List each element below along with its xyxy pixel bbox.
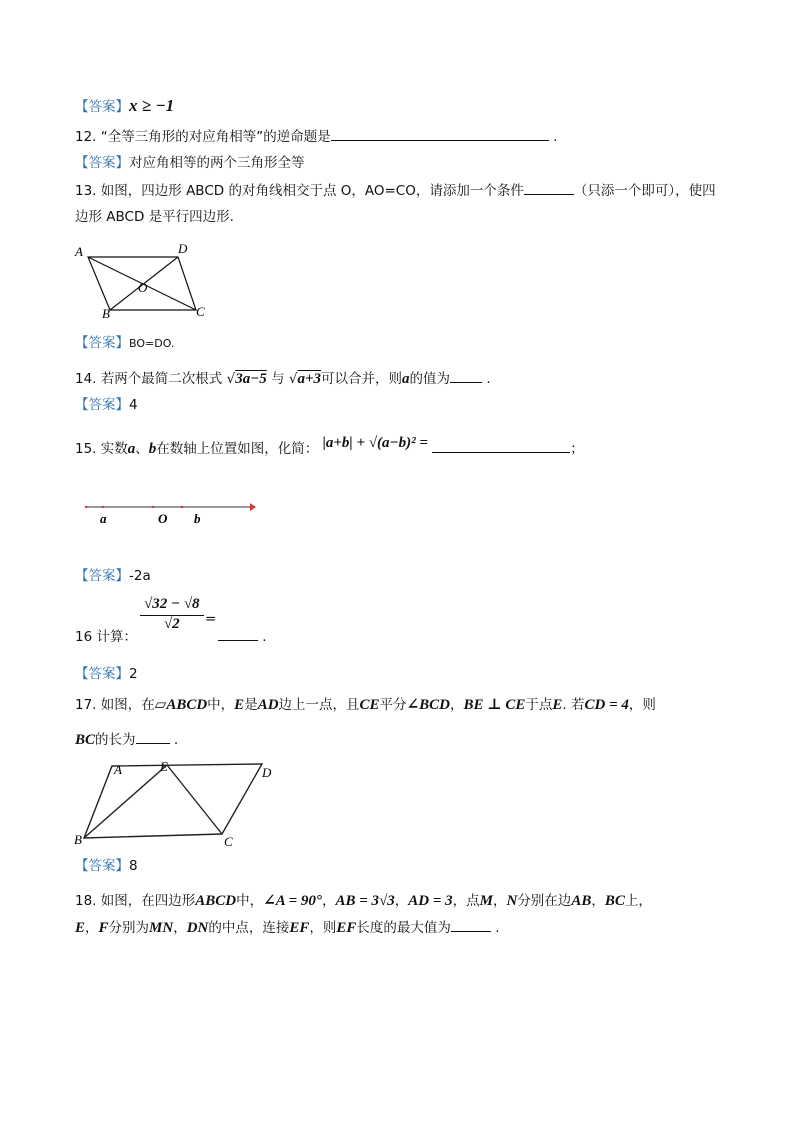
text: a bbox=[127, 441, 136, 457]
q17-answer bbox=[75, 857, 138, 875]
q15-answer bbox=[75, 567, 151, 585]
q16-fraction bbox=[140, 596, 204, 633]
text: D bbox=[262, 765, 272, 780]
text: ∠A = 90° bbox=[263, 893, 322, 909]
text: BC bbox=[604, 893, 625, 909]
text: 计算： bbox=[96, 629, 137, 645]
text: 8 bbox=[129, 858, 138, 874]
text: ， bbox=[591, 893, 605, 909]
answer-blank bbox=[450, 370, 482, 383]
text: AB = 3√3 bbox=[335, 893, 395, 909]
answer-blank bbox=[136, 731, 170, 744]
text: ， bbox=[449, 697, 464, 713]
text: 的中点，连接 bbox=[208, 920, 290, 936]
text: 2 bbox=[129, 666, 138, 682]
text: E bbox=[234, 697, 245, 713]
text: 于点 bbox=[525, 697, 553, 713]
text: |a+b| + √(a−b)² = bbox=[322, 435, 428, 451]
answer-label: 【答案】 bbox=[75, 99, 129, 115]
text: . 若 bbox=[562, 697, 585, 713]
text: -2a bbox=[129, 568, 151, 584]
text: 长度的最大值为 bbox=[356, 920, 451, 936]
question-17 bbox=[75, 696, 656, 714]
text: . bbox=[173, 732, 179, 748]
question-13-cont bbox=[75, 208, 234, 226]
text: 如图，四边形 ABCD 的对角线相交于点 O，AO=CO，请添加一个条件 bbox=[100, 183, 524, 199]
text: 分别为 bbox=[108, 920, 150, 936]
text: C bbox=[196, 304, 205, 319]
text: 【答案】 bbox=[75, 568, 129, 584]
text: 与 bbox=[271, 371, 285, 387]
text: 15. bbox=[75, 441, 97, 457]
text: 中， bbox=[236, 893, 264, 909]
text: 4 bbox=[129, 397, 138, 413]
question-18-cont bbox=[75, 919, 500, 937]
question-14: 14. 若两个最简二次根式 √3a−5 与 √a+3可以合并，则a的值为 . bbox=[75, 371, 491, 387]
text: 若两个最简二次根式 bbox=[100, 371, 223, 387]
text: 【答案】 bbox=[75, 155, 129, 171]
text: N bbox=[506, 893, 518, 909]
q13-answer bbox=[75, 334, 174, 353]
q12-answer bbox=[75, 154, 305, 172]
text: √2 bbox=[163, 616, 180, 632]
text: 边上一点，且 bbox=[278, 697, 360, 713]
text: AB bbox=[571, 893, 592, 909]
text: 在数轴上位置如图，化简： bbox=[156, 441, 319, 457]
question-16 bbox=[75, 628, 137, 646]
text: E bbox=[552, 697, 563, 713]
text: 可以合并，则 bbox=[321, 371, 403, 387]
question-18 bbox=[75, 892, 652, 910]
answer-blank bbox=[524, 182, 574, 195]
text: EF bbox=[336, 920, 357, 936]
text: 上， bbox=[624, 893, 652, 909]
text: 如图，在 bbox=[100, 697, 155, 713]
text: 16 bbox=[75, 629, 93, 645]
text: F bbox=[98, 920, 109, 936]
q14-answer bbox=[75, 396, 138, 414]
text: ， bbox=[321, 893, 336, 909]
q16-answer bbox=[75, 665, 138, 683]
text: 12. bbox=[75, 129, 97, 145]
q16-blank bbox=[218, 628, 267, 646]
text: 【答案】 bbox=[75, 335, 129, 351]
text: √32 − √8 bbox=[140, 596, 204, 616]
text: 是 bbox=[244, 697, 258, 713]
text: B bbox=[102, 306, 110, 321]
text: a bbox=[100, 511, 107, 526]
text: 【答案】 bbox=[75, 397, 129, 413]
text: 3a−5 bbox=[235, 371, 267, 387]
text: ▱ABCD bbox=[154, 697, 208, 713]
text: ，则 bbox=[309, 920, 337, 936]
text: 的值为 bbox=[409, 371, 451, 387]
text: a bbox=[402, 371, 410, 387]
text: BE ⊥ CE bbox=[463, 697, 526, 713]
text: A bbox=[114, 762, 122, 777]
text: ，点 bbox=[452, 893, 480, 909]
text: . bbox=[262, 629, 267, 645]
text: E bbox=[160, 759, 168, 774]
text: 【答案】 bbox=[75, 666, 129, 682]
text: 【答案】 bbox=[75, 858, 129, 874]
text: CE bbox=[359, 697, 380, 713]
text: CD = 4 bbox=[584, 697, 629, 713]
text: 实数 bbox=[100, 441, 128, 457]
question-12 bbox=[75, 128, 557, 146]
number-line bbox=[84, 498, 259, 528]
text: O bbox=[138, 280, 148, 295]
text: O bbox=[158, 511, 168, 526]
answer-blank bbox=[331, 128, 549, 141]
q17-figure bbox=[72, 758, 287, 850]
text: DN bbox=[186, 920, 209, 936]
text: 13. bbox=[75, 183, 97, 199]
text: ABCD bbox=[195, 893, 237, 909]
text: B bbox=[74, 832, 82, 847]
text: ， bbox=[394, 893, 409, 909]
text: ， bbox=[85, 920, 99, 936]
text: D bbox=[178, 241, 188, 256]
text: ， bbox=[173, 920, 187, 936]
question-17-cont bbox=[75, 731, 178, 749]
text: （只添一个即可），使四 bbox=[573, 183, 716, 199]
text: MN bbox=[149, 920, 174, 936]
answer-blank bbox=[432, 440, 570, 453]
question-13 bbox=[75, 182, 716, 200]
answer-blank bbox=[218, 628, 258, 641]
text: . bbox=[553, 129, 558, 145]
text: ， bbox=[492, 893, 507, 909]
text: 如图，在四边形 bbox=[100, 893, 196, 909]
text: 中， bbox=[207, 697, 235, 713]
text: ∠BCD bbox=[406, 697, 450, 713]
text: 分别在边 bbox=[517, 893, 572, 909]
text: ，则 bbox=[628, 697, 656, 713]
text: a+3 bbox=[297, 371, 322, 387]
text: 14. bbox=[75, 371, 97, 387]
answer-value: x ≥ −1 bbox=[129, 96, 175, 115]
text: 的长为 bbox=[95, 732, 136, 748]
text: 对应角相等的两个三角形全等 bbox=[129, 155, 305, 171]
text: AD = 3 bbox=[408, 893, 453, 909]
text: AD bbox=[257, 697, 279, 713]
text: “全等三角形的对应角相等”的逆命题是 bbox=[100, 129, 331, 145]
q13-figure bbox=[72, 240, 222, 325]
text: b bbox=[148, 441, 157, 457]
text: b bbox=[194, 511, 201, 526]
text: E bbox=[75, 920, 86, 936]
text: A bbox=[75, 244, 83, 259]
text: 、 bbox=[135, 441, 149, 457]
question-15 bbox=[75, 435, 584, 458]
answer-blank bbox=[451, 919, 491, 932]
text: ； bbox=[570, 441, 584, 457]
text: BC bbox=[75, 732, 96, 748]
text: BO=DO. bbox=[129, 337, 175, 350]
text: 18. bbox=[75, 893, 97, 909]
text: . bbox=[495, 920, 500, 936]
text: C bbox=[224, 834, 233, 849]
text: 边形 ABCD 是平行四边形. bbox=[75, 209, 234, 225]
text: 平分 bbox=[379, 697, 407, 713]
text: EF bbox=[289, 920, 310, 936]
text: M bbox=[479, 893, 493, 909]
equals: = bbox=[205, 611, 217, 627]
q11-answer bbox=[75, 97, 174, 116]
text: . bbox=[486, 371, 491, 387]
text: 17. bbox=[75, 697, 97, 713]
